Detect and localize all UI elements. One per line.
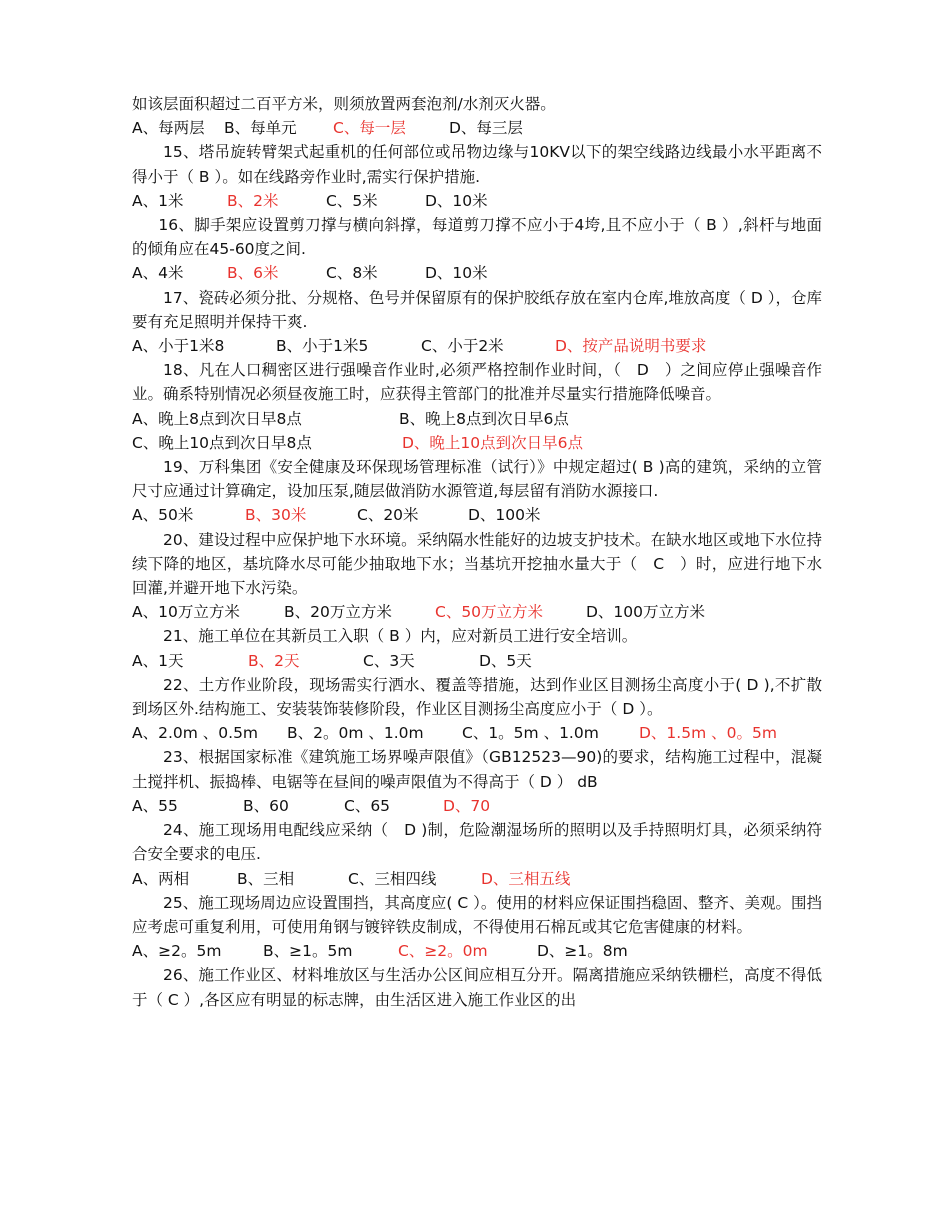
correct-answer-option: D、三相五线 [481,869,571,888]
answer-option: A、55 [132,796,178,815]
answer-option: B、20万立方米 [284,603,392,622]
answer-option: A、≥2。5m [132,942,222,961]
answer-option: B、小于1米5 [276,337,369,356]
answer-option: C、5米 [326,191,378,210]
answer-option: D、100万立方米 [586,603,706,622]
answer-option: A、50米 [132,506,194,525]
correct-answer-option: B、6米 [227,264,279,283]
answer-option: D、10米 [425,264,488,283]
answer-option: A、10万立方米 [132,603,240,622]
answer-options-row [132,794,822,818]
question-text: 24、施工现场用电配线应采纳（ D )制，危险潮湿场所的照明以及手持照明灯具，必须采纳符合安全要求的电压. [132,821,822,864]
question-text: 21、施工单位在其新员工入职（ B ）内，应对新员工进行安全培训。 [163,627,638,646]
correct-answer-option: C、≥2。0m [398,942,488,961]
question-text: 22、土方作业阶段，现场需实行洒水、覆盖等措施，达到作业区目测扬尘高度小于( D ),不扩散到场区外.结构施工、安装装饰装修阶段，作业区目测扬尘高度应小于（ D ）。 [132,675,822,719]
correct-answer-option: D、1.5m 、0。5m [639,724,777,743]
answer-options-row [132,721,822,745]
question-text: 20、建设过程中应保护地下水环境。采纳隔水性能好的边坡支护技术。在缺水地区或地下水位持续下降的地区，基坑降水尽可能少抽取地下水；当基坑开挖抽水量大于（ C ）时，应进行地下水回灌,并避开地下水污染。 [132,530,822,598]
answer-options-row [132,939,822,963]
answer-option: C、65 [344,796,391,815]
answer-option: D、≥1。8m [537,942,628,961]
answer-option: D、5天 [479,651,532,670]
answer-option: A、1米 [132,191,184,210]
answer-option: A、1天 [132,651,184,670]
correct-answer-option: B、2米 [227,191,279,210]
answer-option: A、晚上8点到次日早8点 [132,409,302,428]
question-text: 23、根据国家标准《建筑施工场界噪声限值》（GB12523—90)的要求，结构施工过程中，混凝土搅拌机、振捣棒、电锯等在昼间的噪声限值为不得高于（ D ） dB [132,748,822,791]
answer-option: A、每两层 [132,119,205,138]
correct-answer-option: D、晚上10点到次日早6点 [402,433,584,452]
answer-option: B、60 [243,796,289,815]
answer-option: A、2.0m 、0.5m [132,724,259,743]
answer-options-row [132,431,822,455]
answer-option: B、晚上8点到次日早6点 [399,409,569,428]
answer-options-row [132,867,822,891]
correct-answer-option: B、2天 [248,651,300,670]
answer-options-row [132,503,822,527]
answer-option: A、两相 [132,869,190,888]
answer-options-row [132,116,822,140]
question-text: 26、施工作业区、材料堆放区与生活办公区间应相互分开。隔离措施应采纳铁栅栏，高度不得低于（ C ）,各区应有明显的标志牌，由生活区进入施工作业区的出 [132,966,822,1009]
question-text: 19、万科集团《安全健康及环保现场管理标准（试行）》中规定超过( B )高的建筑，采纳的立管尺寸应通过计算确定，设加压泵,随层做消防水源管道,每层留有消防水源接口. [132,458,822,501]
correct-answer-option: B、30米 [245,506,307,525]
correct-answer-option: D、70 [443,796,491,815]
answer-options-row [132,649,822,673]
answer-option: B、≥1。5m [263,942,353,961]
correct-answer-option: C、每一层 [333,119,406,138]
document-page [132,92,822,1012]
answer-option: C、小于2米 [421,337,504,356]
answer-option: D、每三层 [449,119,523,138]
answer-options-row [132,407,822,431]
question-text: 18、凡在人口稠密区进行强噪音作业时,必须严格控制作业时间，（ D ）之间应停止强噪音作业。确系特别情况必须昼夜施工时，应获得主管部门的批准并尽量实行措施降低噪音。 [132,361,822,404]
answer-option: C、8米 [326,264,378,283]
answer-option: C、20米 [357,506,419,525]
answer-option: C、三相四线 [348,869,437,888]
answer-option: C、3天 [363,651,415,670]
answer-option: B、2。0m 、1.0m [287,724,424,743]
answer-options-row [132,600,822,624]
answer-options-row [132,189,822,213]
correct-answer-option: D、按产品说明书要求 [555,337,707,356]
answer-option: D、10米 [425,191,488,210]
answer-option: C、晚上10点到次日早8点 [132,433,312,452]
question-text: 15、塔吊旋转臂架式起重机的任何部位或吊物边缘与10KV以下的架空线路边线最小水平距离不得小于（ B ）。如在线路旁作业时,需实行保护措施. [132,143,822,186]
answer-option: B、三相 [237,869,295,888]
answer-option: A、4米 [132,264,184,283]
question-text: 25、施工现场周边应设置围挡，其高度应( C ）。使用的材料应保证围挡稳固、整齐、美观。围挡应考虑可重复利用，可使用角钢与镀锌铁皮制成，不得使用石棉瓦或其它危害健康的材料。 [132,893,822,936]
answer-option: C、1。5m 、1.0m [462,724,599,743]
answer-options-row [132,261,822,285]
answer-option: B、每单元 [224,119,297,138]
question-text: 17、瓷砖必须分批、分规格、色号并保留原有的保护胶纸存放在室内仓库,堆放高度（ D ），仓库要有充足照明并保持干爽. [132,288,822,331]
question-text: 16、脚手架应设置剪刀撑与横向斜撑，每道剪刀撑不应小于4垮,且不应小于（ B ）,斜杆与地面的倾角应在45-60度之间. [132,216,822,259]
answer-options-row [132,334,822,358]
answer-option: D、100米 [468,506,541,525]
correct-answer-option: C、50万立方米 [435,603,544,622]
answer-option: A、小于1米8 [132,337,225,356]
paragraph-text: 如该层面积超过二百平方米，则须放置两套泡剂/水剂灭火器。 [132,95,556,113]
